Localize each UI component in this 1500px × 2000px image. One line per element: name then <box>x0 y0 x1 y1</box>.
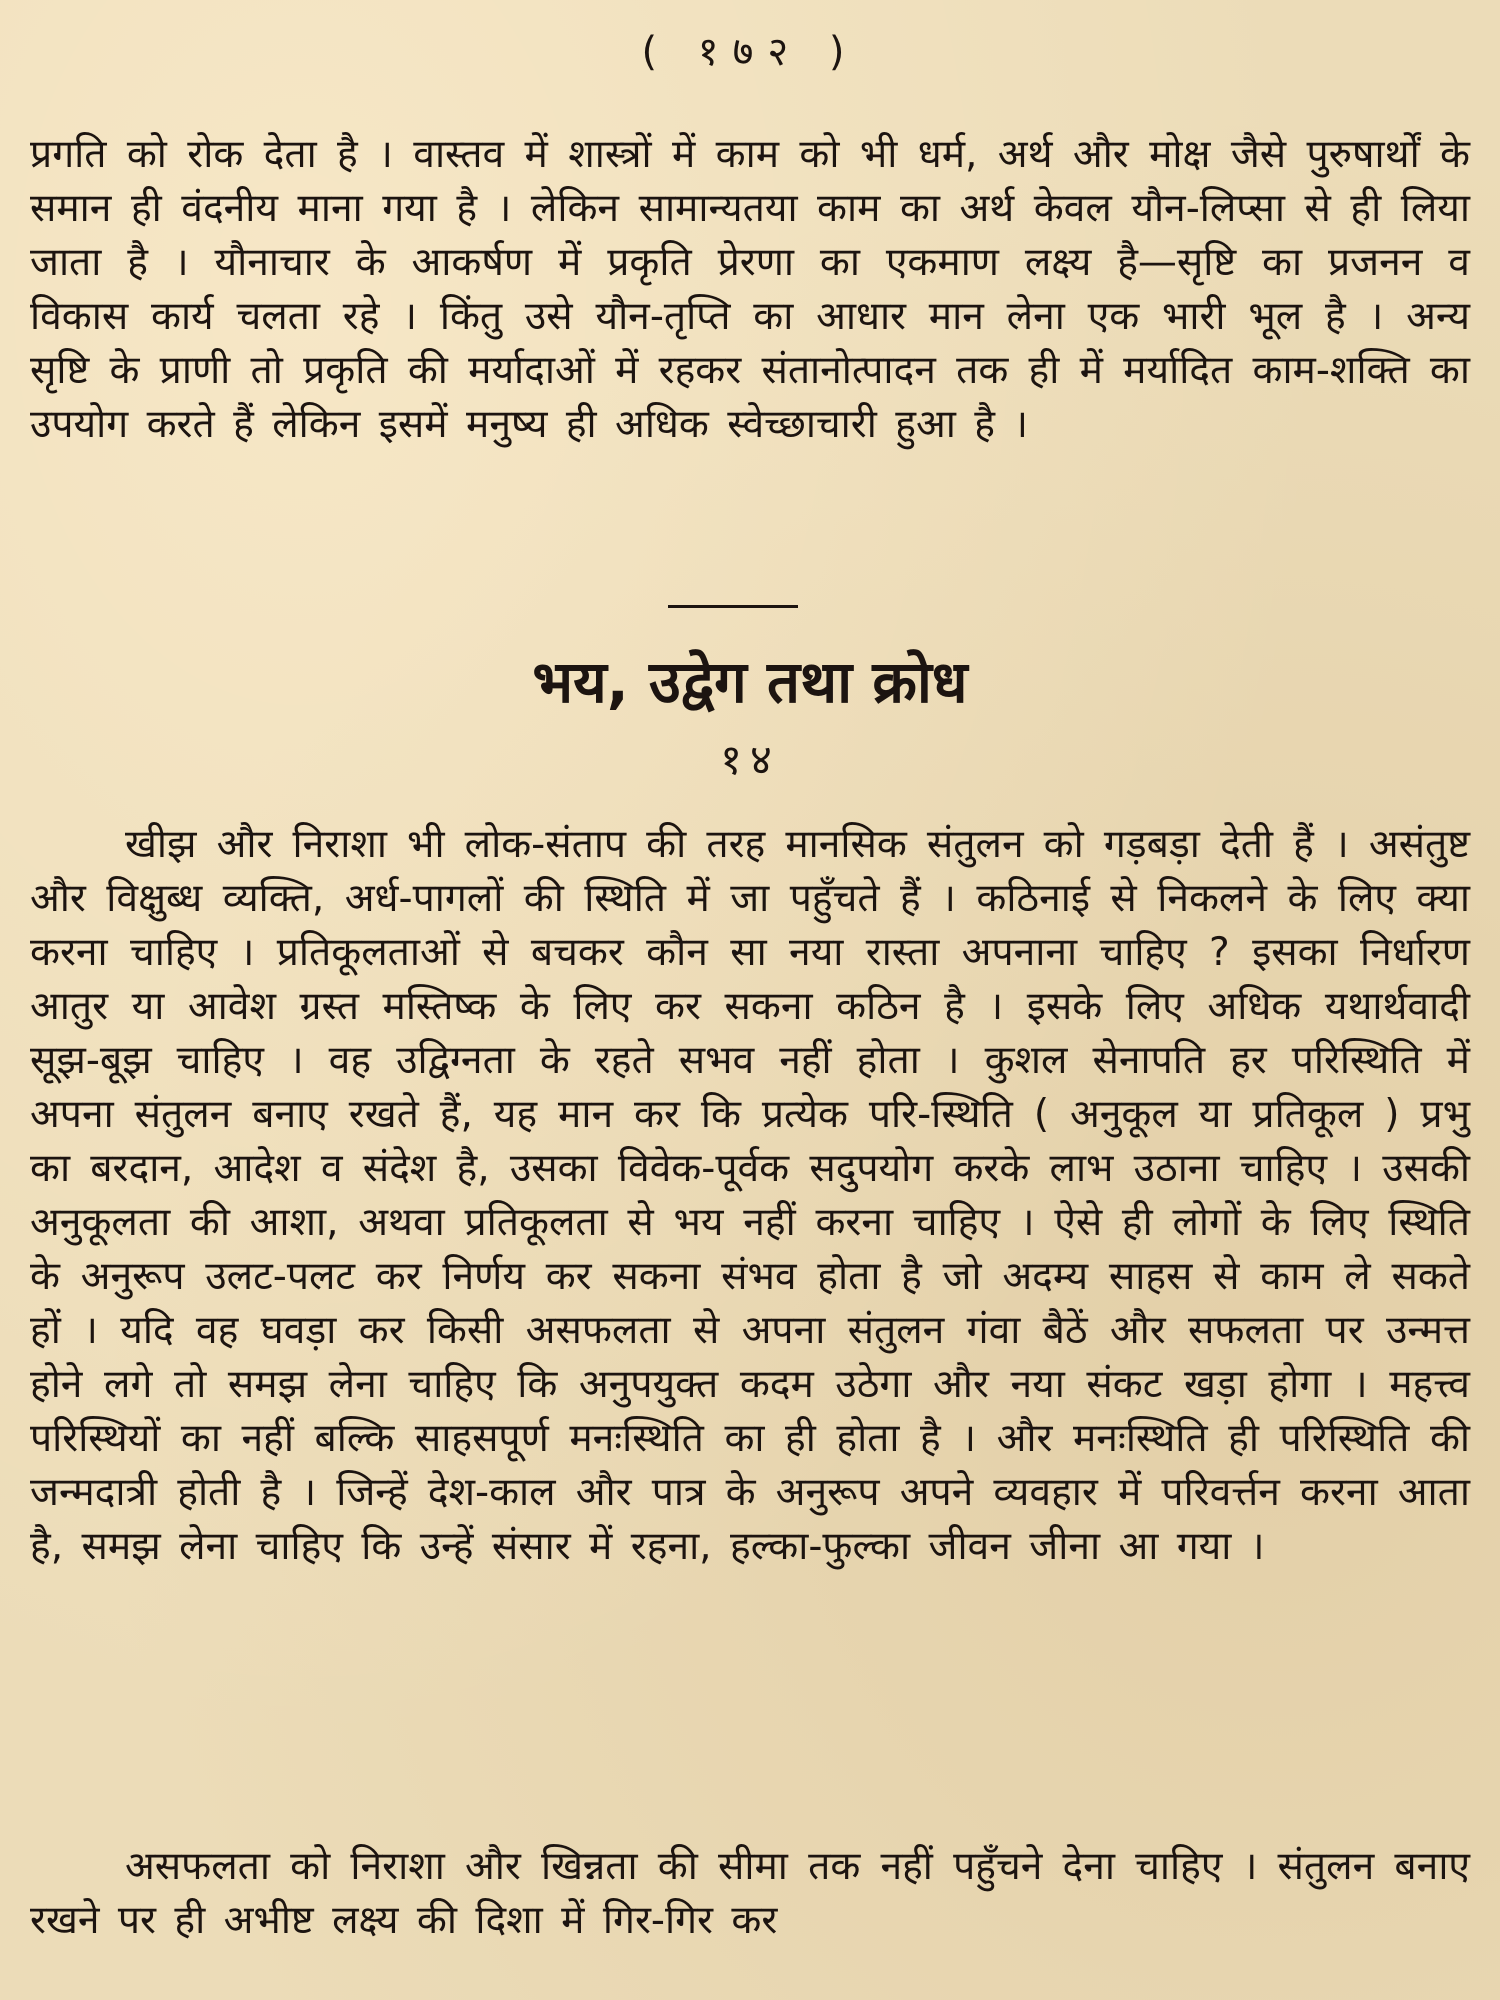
chapter-number: १४ <box>720 735 780 784</box>
paragraph-closing: असफलता को निराशा और खिन्नता की सीमा तक नहीं पहुँचने देना चाहिए । संतुलन बनाए रखने पर ही अभीष्ट लक्ष्य की दिशा में गिर-गिर कर <box>30 1844 1470 1943</box>
paragraph-main: खीझ और निराशा भी लोक-संताप की तरह मानसिक संतुलन को गड़बड़ा देती हैं । असंतुष्ट और विक्षुब्ध व्यक्ति, अर्ध-पागलों की स्थिति में जा पहुँचते हैं । कठिनाई से निकलने के लिए क्या करना चाहिए । प्रतिकूलताओं से बचकर कौन सा नया रास्ता अपनाना चाहिए ? इसका निर्धारण आतुर या आवेश ग्रस्त मस्तिष्क के लिए कर सकना कठिन है । इसके लिए अधिक यथार्थवादी सूझ-बूझ चाहिए । वह उद्विग्नता के रहते सभव नहीं होता । कुशल सेनापति हर परिस्थिति में अपना संतुलन बनाए रखते हैं, यह मान कर कि प्रत्येक परि-स्थिति ( अनुकूल या प्रतिकूल ) प्रभु का बरदान, आदेश व संदेश है, उसका विवेक-पूर्वक सदुपयोग करके लाभ उठाना चाहिए । उसकी अनुकूलता की आशा, अथवा प्रतिकूलता से भय नहीं करना चाहिए । ऐसे ही लोगों के लिए स्थिति के अनुरूप उलट-पलट कर निर्णय कर सकना संभव होता है जो अदम्य साहस से काम ले सकते हों । यदि वह घवड़ा कर किसी असफलता से अपना संतुलन गंवा बैठें और सफलता पर उन्मत्त होने लगे तो समझ लेना चाहिए कि अनुपयुक्त कदम उठेगा और नया संकट खड़ा होगा । महत्त्व परिस्थियों का नहीं बल्कि साहसपूर्ण मनःस्थिति का ही होता है । और मनःस्थिति ही परिस्थिति की जन्मदात्री होती है । जिन्हें देश-काल और पात्र के अनुरूप अपने व्यवहार में परिवर्त्तन करना आता है, समझ लेना चाहिए कि उन्हें संसार में रहना, हल्का-फुल्का जीवन जीना आ गया । <box>30 822 1470 1569</box>
page-number: ( १७२ ) <box>641 29 859 75</box>
chapter-title: भय, उद्वेग तथा क्रोध <box>532 648 968 716</box>
paragraph-intro: प्रगति को रोक देता है । वास्तव में शास्त्रों में काम को भी धर्म, अर्थ और मोक्ष जैसे पुरुषार्थों के समान ही वंदनीय माना गया है । लेकिन सामान्यतया काम का अर्थ केवल यौन-लिप्सा से ही लिया जाता है । यौनाचार के आकर्षण में प्रकृति प्रेरणा का एकमाण लक्ष्य है—सृष्टि का प्रजनन व विकास कार्य चलता रहे । किंतु उसे यौन-तृप्ति का आधार मान लेना एक भारी भूल है । अन्य सृष्टि के प्राणी तो प्रकृति की मर्यादाओं में रहकर संतानोत्पादन तक ही में मर्यादित काम-शक्ति का उपयोग करते हैं लेकिन इसमें मनुष्य ही अधिक स्वेच्छाचारी हुआ है । <box>30 132 1470 447</box>
section-divider <box>668 605 798 608</box>
